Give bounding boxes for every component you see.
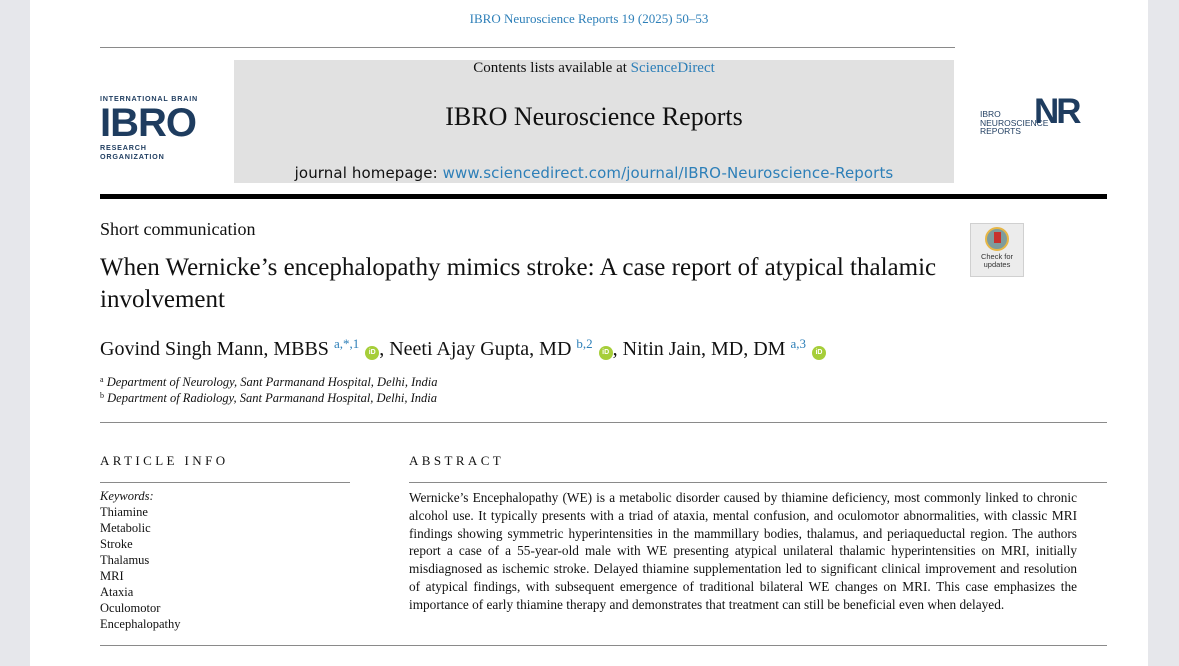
nr-line3: REPORTS (980, 126, 1021, 136)
check-updates-icon (985, 227, 1009, 251)
article-info-heading: ARTICLE INFO (100, 453, 229, 468)
affiliation-text: Department of Radiology, Sant Parmanand Hospital, Delhi, India (107, 391, 437, 405)
article-page (30, 0, 1148, 666)
nr-letters: NR (1034, 92, 1079, 131)
keyword-item: MRI (100, 569, 124, 583)
logo-main-text: IBRO (100, 101, 196, 145)
homepage-prefix: journal homepage: (294, 164, 443, 182)
orcid-icon[interactable]: iD (812, 346, 826, 360)
journal-name: IBRO Neuroscience Reports (445, 102, 743, 131)
journal-citation[interactable]: IBRO Neuroscience Reports 19 (2025) 50–53 (469, 11, 709, 26)
nr-logo (980, 92, 1080, 142)
keyword-item: Oculomotor (100, 601, 161, 615)
orcid-icon[interactable]: iD (599, 346, 613, 360)
keyword-item: Encephalopathy (100, 617, 181, 631)
check-updates-line1: Check for (980, 252, 1014, 261)
affiliation-mark: b (100, 391, 104, 400)
check-updates-line2: updates (983, 260, 1011, 269)
header-divider (100, 47, 955, 48)
logo-top-text: INTERNATIONAL BRAIN (100, 94, 198, 103)
keyword-item: Ataxia (100, 585, 134, 599)
sciencedirect-link[interactable]: ScienceDirect (630, 60, 715, 76)
affiliation (100, 391, 437, 406)
author-list (100, 336, 826, 361)
nr-line1: IBRO (980, 109, 1001, 119)
keyword-item: Thalamus (100, 553, 150, 567)
abstract-heading: ABSTRACT (409, 453, 505, 468)
abstract-text: Wernicke’s Encephalopathy (WE) is a metabolic disorder caused by thiamine deficiency, most commonly linked to chronic alcohol use. It typically presents with a triad of ataxia, mental confusion, and oculomotor abnormalities, with classic MRI findings showing symmetric hyperintensities in the mammillary bodies, thalamus, and periaqueductal region. The authors report a case of a 55-year-old male with WE presenting atypical unilateral thalamic hyperintensities on MRI, initially misdiagnosed as ischemic stroke. Delayed thiamine supplementation led to significant clinical improvement and resolution of atypical findings, with subsequent emergence of traditional bilateral WE changes on MRI. This case emphasizes the importance of early thiamine therapy and demonstrates that treatment can still be beneficial even when delayed. (409, 490, 1077, 612)
author-affiliation-sup[interactable]: a,3 (790, 336, 806, 351)
author-separator: , (379, 338, 390, 360)
bottom-divider (100, 645, 1107, 646)
contents-line (234, 60, 954, 77)
section-divider (100, 422, 1107, 423)
abstract-divider (409, 482, 1107, 483)
ibro-logo (100, 94, 210, 161)
homepage-line (234, 164, 954, 182)
keywords-list (100, 504, 181, 632)
journal-masthead (234, 60, 954, 183)
author-affiliation-sup[interactable]: b,2 (576, 336, 593, 351)
article-type: Short communication (100, 219, 256, 239)
nr-logo-text (980, 110, 1048, 136)
nr-line2: NEUROSCIENCE (980, 117, 1049, 128)
author-name: Neeti Ajay Gupta, MD (389, 338, 572, 360)
logo-bottom-text: RESEARCH ORGANIZATION (100, 143, 165, 161)
keyword-item: Thiamine (100, 505, 148, 519)
keyword-item: Metabolic (100, 521, 151, 535)
article-info-divider (100, 482, 350, 483)
keywords-label: Keywords: (100, 489, 154, 503)
masthead-thick-rule (100, 194, 1107, 199)
article-title: When Wernicke’s encephalopathy mimics stroke: A case report of atypical thalamic involvement (100, 254, 937, 313)
affiliation-mark: a (100, 375, 104, 384)
journal-homepage-link[interactable]: www.sciencedirect.com/journal/IBRO-Neuroscience-Reports (442, 164, 894, 182)
author-affiliation-sup[interactable]: a,*,1 (333, 336, 360, 351)
check-for-updates-button[interactable] (970, 223, 1024, 277)
orcid-icon[interactable]: iD (365, 346, 379, 360)
affiliation-text: Department of Neurology, Sant Parmanand Hospital, Delhi, India (106, 375, 438, 389)
author-name: Govind Singh Mann, MBBS (100, 338, 329, 360)
author-separator: , (612, 338, 623, 360)
keyword-item: Stroke (100, 537, 133, 551)
contents-prefix: Contents lists available at (473, 60, 631, 76)
author-name: Nitin Jain, MD, DM (622, 338, 786, 360)
affiliation (100, 375, 437, 390)
